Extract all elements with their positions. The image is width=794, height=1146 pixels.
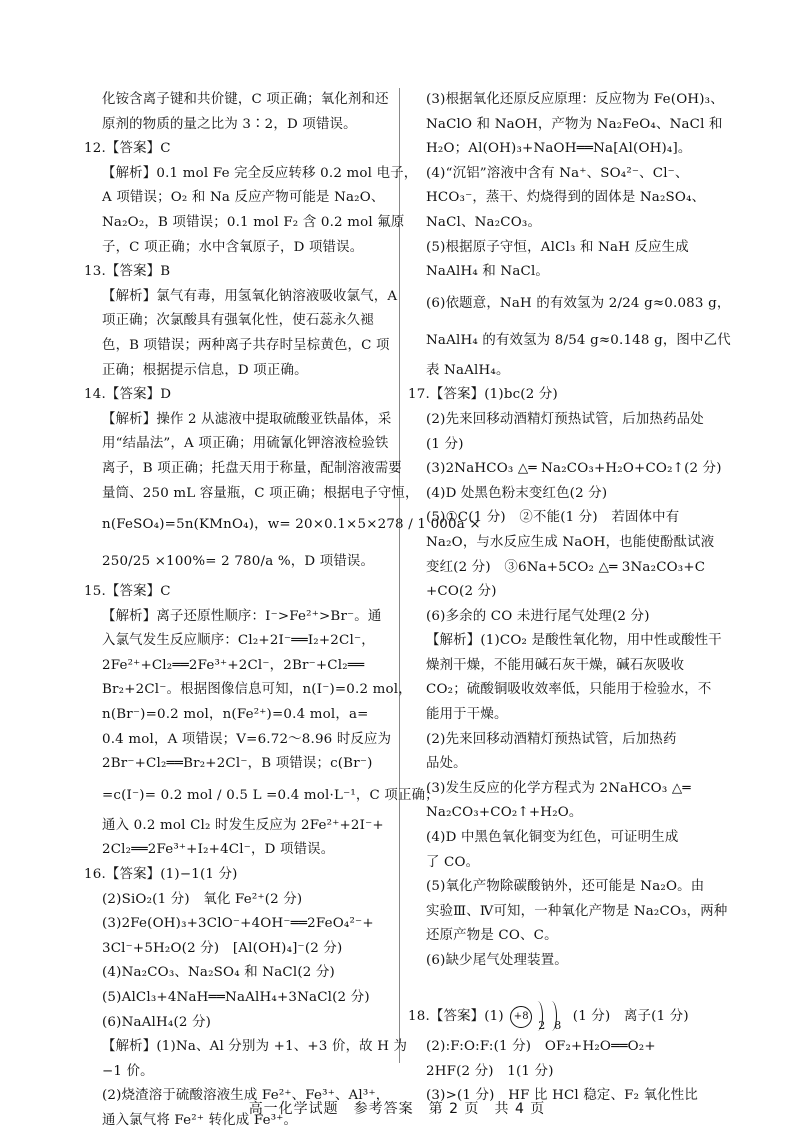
text-line: 【解析】(1)Na、Al 分别为 +1、+3 价，故 H 为 xyxy=(102,1039,408,1055)
text-line: NaCl、Na₂CO₃。 xyxy=(426,214,542,230)
text-line: (3)2NaHCO₃ △═ Na₂CO₃+H₂O+CO₂↑(2 分) xyxy=(426,461,722,477)
text-line: 离子，B 项正确；托盘天用于称量，配制溶液需要 xyxy=(102,460,402,476)
text-line: +CO(2 分) xyxy=(426,584,497,600)
question-heading: 12.【答案】C xyxy=(84,141,171,157)
formula-line: 250/25 ×100%= 2 780/a %，D 项错误。 xyxy=(102,554,375,570)
question-heading: 14.【答案】D xyxy=(84,387,172,403)
text-line: H₂O；Al(OH)₃+NaOH══Na[Al(OH)₄]。 xyxy=(426,141,692,157)
text-line: 量筒、250 mL 容量瓶，C 项正确；根据电子守恒， xyxy=(102,485,419,501)
text-line: 还原产物是 CO、C。 xyxy=(426,928,558,944)
question-heading: 16.【答案】(1)−1(1 分) xyxy=(84,867,238,883)
text-line: 色，B 项错误；两种离子共存时呈棕黄色，C 项 xyxy=(102,337,390,353)
text-line: (5)根据原子守恒，AlCl₃ 和 NaH 反应生成 xyxy=(426,239,689,255)
text-line: 能用于干燥。 xyxy=(426,707,508,723)
text-line: 【解析】氯气有毒，用氢氧化钠溶液吸收氯气，A xyxy=(102,288,398,304)
text-line: 【解析】(1)CO₂ 是酸性氧化物，用中性或酸性干 xyxy=(426,633,722,649)
text-line: 实验Ⅲ、Ⅳ可知，一种氧化产物是 Na₂CO₃，两种 xyxy=(426,903,728,919)
text-line: 【解析】0.1 mol Fe 完全反应转移 0.2 mol 电子， xyxy=(102,165,418,181)
formula-line: NaAlH₄ 的有效氢为 8/54 g≈0.148 g，图中乙代 xyxy=(426,332,731,348)
text-line: 【解析】离子还原性顺序：I⁻>Fe²⁺>Br⁻。通 xyxy=(102,608,382,624)
text-line: 原剂的物质的量之比为 3∶2，D 项错误。 xyxy=(102,116,357,132)
right-column xyxy=(408,88,731,1109)
text-line: CO₂；硫酸铜吸收效率低，只能用于检验水，不 xyxy=(426,682,712,698)
nucleus-circle: +8 xyxy=(510,1006,532,1028)
text-line: (4)D 中黑色氧化铜变为红色，可证明生成 xyxy=(426,830,679,846)
question-heading: 17.【答案】(1)bc(2 分) xyxy=(408,387,558,403)
shell1-count: 2 xyxy=(538,1018,546,1032)
text-line: (4)“沉铝”溶液中含有 Na⁺、SO₄²⁻、Cl⁻、 xyxy=(426,165,689,181)
text-line: 通入氯气将 Fe²⁺ 转化成 Fe³⁺。 xyxy=(102,1112,298,1128)
text-line: HCO₃⁻，蒸干、灼烧得到的固体是 Na₂SO₄、 xyxy=(426,190,706,206)
text-line: A 项错误；O₂ 和 Na 反应产物可能是 Na₂O、 xyxy=(102,190,385,206)
text-line: 3Cl⁻+5H₂O(2 分) [Al(OH)₄]⁻(2 分) xyxy=(102,940,343,956)
text-line: (2)SiO₂(1 分) 氧化 Fe²⁺(2 分) xyxy=(102,891,303,907)
text-line: n(Br⁻)=0.2 mol，n(Fe²⁺)=0.4 mol，a= xyxy=(102,707,369,723)
text-line: (5)AlCl₃+4NaH══NaAlH₄+3NaCl(2 分) xyxy=(102,990,370,1005)
text-line: 2HF(2 分) 1(1 分) xyxy=(426,1063,554,1079)
text-line: 子，C 项正确；水中含氧原子，D 项错误。 xyxy=(102,239,364,255)
question-heading-18 xyxy=(408,998,726,1035)
text-line: (6)NaAlH₄(2 分) xyxy=(102,1014,212,1030)
blank-line xyxy=(408,974,726,999)
text-line: (3)2Fe(OH)₃+3ClO⁻+4OH⁻══2FeO₄²⁻+ xyxy=(102,916,374,932)
text-line: 变红(2 分) ③6Na+5CO₂ △═ 3Na₂CO₃+C xyxy=(426,559,706,575)
atom-structure-diagram xyxy=(508,1005,568,1032)
text-line: 燥剂干燥，不能用碱石灰干燥，碱石灰吸收 xyxy=(426,657,685,673)
q18-tail: (1 分) 离子(1 分) xyxy=(572,1009,689,1025)
formula-line: n(FeSO₄)=5n(KMnO₄)，w= 20×0.1×5×278 / 1 000a × xyxy=(102,517,481,533)
text-line: (2)先来回移动酒精灯预热试管，后加热药 xyxy=(426,731,677,747)
text-line: 2Fe²⁺+Cl₂══2Fe³⁺+2Cl⁻，2Br⁻+Cl₂══ xyxy=(102,657,365,673)
text-line: 化铵含离子键和共价键，C 项正确；氧化剂和还 xyxy=(102,92,389,107)
text-line: 入氯气发生反应顺序：Cl₂+2I⁻══I₂+2Cl⁻， xyxy=(102,633,375,649)
text-line: 0.4 mol，A 项错误；V=6.72～8.96 时反应为 xyxy=(102,731,392,747)
text-line: 品处。 xyxy=(426,756,467,772)
text-line: 通入 0.2 mol Cl₂ 时发生反应为 2Fe²⁺+2I⁻+ xyxy=(102,817,384,833)
text-line: Br₂+2Cl⁻。根据图像信息可知，n(I⁻)=0.2 mol， xyxy=(102,682,412,698)
text-line: 了 CO。 xyxy=(426,854,480,870)
shell2-count: 8 xyxy=(554,1018,562,1032)
text-line: Na₂CO₃+CO₂↑+H₂O。 xyxy=(426,805,583,821)
text-line: (6)多余的 CO 未进行尾气处理(2 分) xyxy=(426,608,650,624)
text-line: −1 价。 xyxy=(102,1063,154,1079)
formula-line: (6)依题意，NaH 的有效氢为 2/24 g≈0.083 g， xyxy=(426,295,731,311)
text-line: (1 分) xyxy=(426,436,464,452)
text-line: (4)D 处黑色粉末变红色(2 分) xyxy=(426,485,608,501)
formula-line: =c(I⁻)= 0.2 mol / 0.5 L =0.4 mol·L⁻¹，C 项正确； xyxy=(102,787,439,803)
text-line: (3)发生反应的化学方程式为 2NaHCO₃ △═ xyxy=(426,780,691,796)
text-line: (3)根据氧化还原反应原理：反应物为 Fe(OH)₃、 xyxy=(426,92,724,107)
text-line: (3)>(1 分) HF 比 HCl 稳定、F₂ 氧化性比 xyxy=(426,1088,698,1104)
text-line: Na₂O，与水反应生成 NaOH，也能使酚酞试液 xyxy=(426,534,715,550)
text-line: 2Cl₂══2Fe³⁺+I₂+4Cl⁻，D 项错误。 xyxy=(102,842,335,858)
text-line: (4)Na₂CO₃、Na₂SO₄ 和 NaCl(2 分) xyxy=(102,965,335,981)
page-footer: 高一化学试题 参考答案 第 2 页 共 4 页 xyxy=(248,1101,546,1117)
text-line: NaClO 和 NaOH，产物为 Na₂FeO₄、NaCl 和 xyxy=(426,116,723,132)
text-line: Na₂O₂，B 项错误；0.1 mol F₂ 含 0.2 mol 氟原 xyxy=(102,214,405,230)
text-line: (2)先来回移动酒精灯预热试管，后加热药品处 xyxy=(426,411,704,427)
text-line: 表 NaAlH₄。 xyxy=(426,362,510,378)
text-line: 2Br⁻+Cl₂══Br₂+2Cl⁻，B 项错误；c(Br⁻) xyxy=(102,756,373,772)
question-heading: 15.【答案】C xyxy=(84,584,171,600)
text-line: (5)①C(1 分) ②不能(1 分) 若固体中有 xyxy=(426,510,680,526)
text-line: (2)烧渣溶于硫酸溶液生成 Fe²⁺、Fe³⁺、Al³⁺， xyxy=(102,1088,390,1104)
question-heading: 13.【答案】B xyxy=(84,264,171,280)
text-line: 用“结晶法”，A 项正确；用硫氰化钾溶液检验铁 xyxy=(102,436,389,452)
text-line: 正确；根据提示信息，D 项正确。 xyxy=(102,362,308,378)
text-line: (5)氧化产物除碳酸钠外，还可能是 Na₂O。由 xyxy=(426,879,705,895)
text-line: NaAlH₄ 和 NaCl。 xyxy=(426,264,550,280)
text-line: (6)缺少尾气处理装置。 xyxy=(426,953,568,968)
text-line: (2):F:O:F:(1 分) OF₂+H₂O══O₂+ xyxy=(426,1039,656,1055)
text-line: 项正确；次氯酸具有强氧化性，使石蕊永久褪 xyxy=(102,313,374,329)
q18-label: 18.【答案】(1) xyxy=(408,1009,504,1025)
text-line: 【解析】操作 2 从滤液中提取硫酸亚铁晶体，采 xyxy=(102,411,392,427)
